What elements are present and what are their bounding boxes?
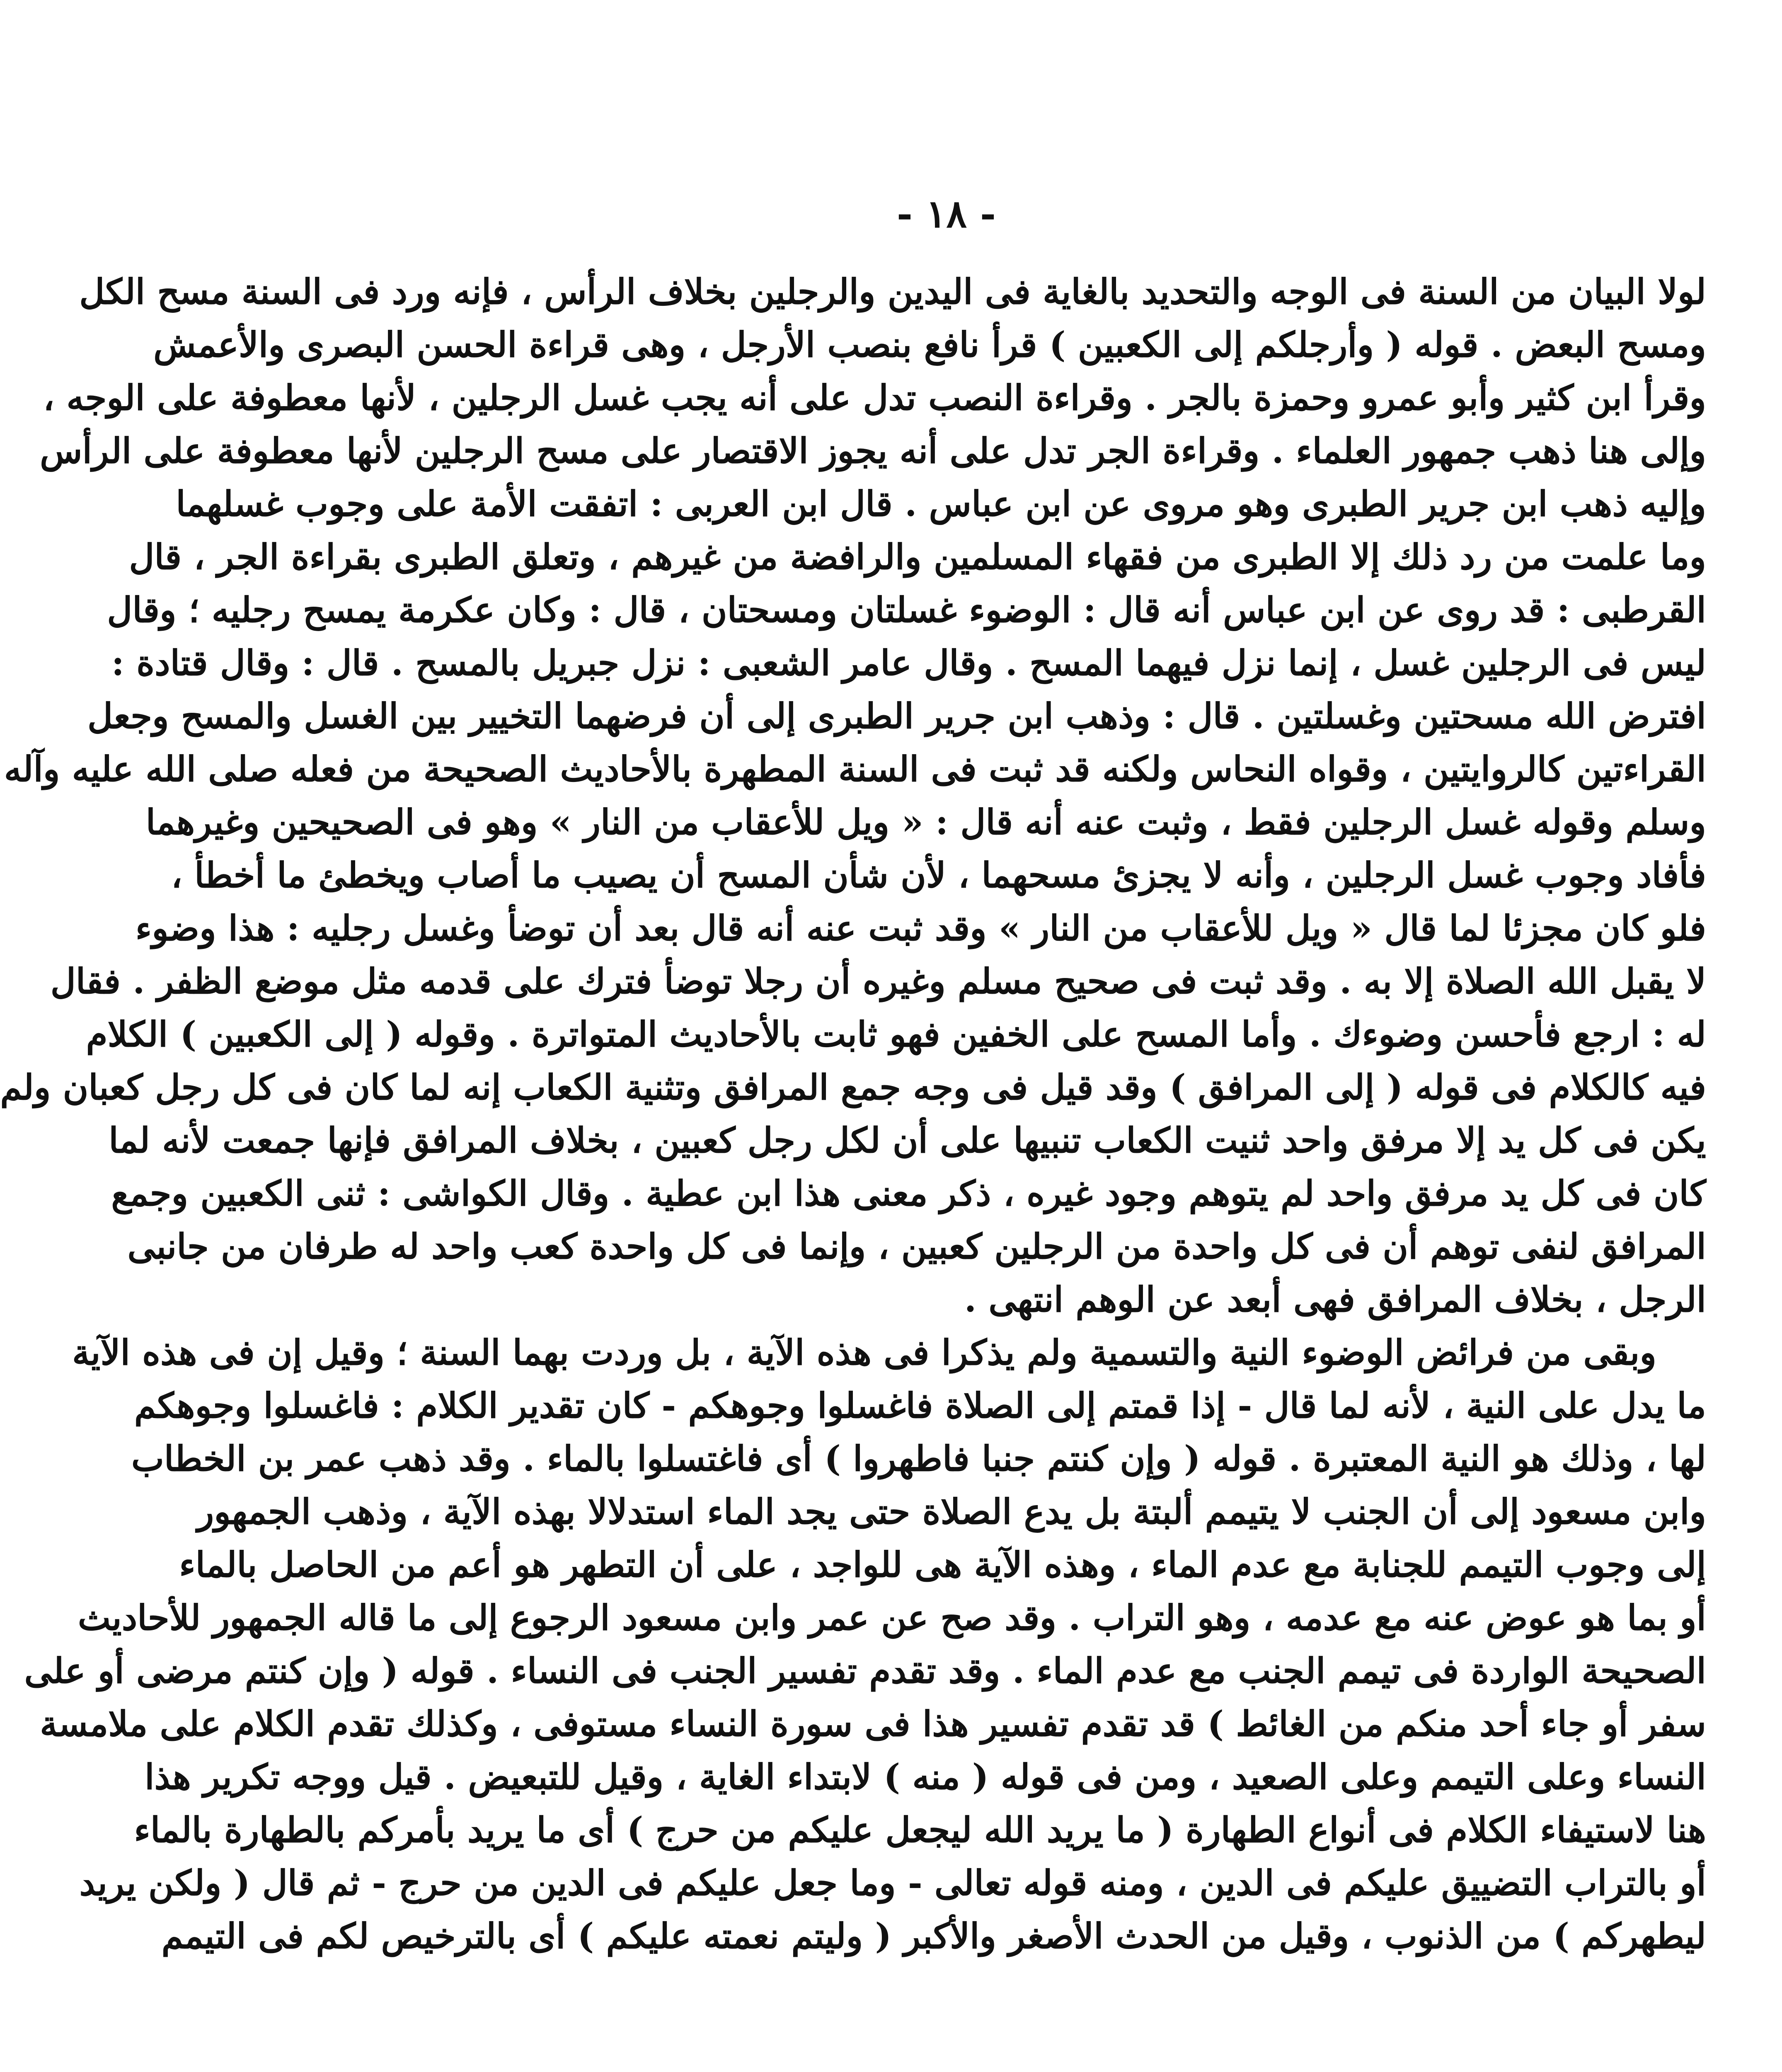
- text-line: افترض الله مسحتين وغسلتين . قال : وذهب ابن جرير الطبرى إلى أن فرضهما التخيير بين الغسل والمسح وجعل: [87, 695, 1706, 736]
- text-line: وابن مسعود إلى أن الجنب لا يتيمم ألبتة بل يدع الصلاة حتى يجد الماء استدلالا بهذه الآية ، وذهب الجمهور: [197, 1491, 1706, 1532]
- text-line: النساء وعلى التيمم وعلى الصعيد ، ومن فى قوله ( منه ) لابتداء الغاية ، وقيل للتبعيض . قيل ووجه تكرير هذا: [145, 1756, 1706, 1797]
- text-line: لا يقبل الله الصلاة إلا به . وقد ثبت فى صحيح مسلم وغيره أن رجلا توضأ فترك على قدمه مثل موضع الظفر . فقال: [50, 961, 1706, 1002]
- text-line: إلى وجوب التيمم للجنابة مع عدم الماء ، وهذه الآية هى للواجد ، على أن التطهر هو أعم من الحاصل بالماء: [179, 1544, 1706, 1585]
- text-line: الصحيحة الواردة فى تيمم الجنب مع عدم الماء . وقد تقدم تفسير الجنب فى النساء . قوله ( وإن كنتم مرضى أو على: [24, 1650, 1706, 1691]
- text-line: أو بالتراب التضييق عليكم فى الدين ، ومنه قوله تعالى - وما جعل عليكم فى الدين من حرج - ثم قال ( ولكن يريد: [79, 1862, 1706, 1903]
- paragraph-two: [24, 1326, 1706, 1963]
- paragraph-one: [0, 265, 1706, 1326]
- text-line: يكن فى كل يد إلا مرفق واحد ثنيت الكعاب تنبيها على أن لكل رجل كعبين ، بخلاف المرافق فإنها جمعت لأنه لما: [109, 1120, 1706, 1161]
- text-line: له : ارجع فأحسن وضوءك . وأما المسح على الخفين فهو ثابت بالأحاديث المتواترة . وقوله ( إلى الكعبين ) الكلام: [86, 1014, 1706, 1055]
- text-line: ما يدل على النية ، لأنه لما قال - إذا قمتم إلى الصلاة فاغسلوا وجوهكم - كان تقدير الكلام : فاغسلوا وجوهكم: [134, 1385, 1706, 1426]
- text-line: القراءتين كالروايتين ، وقواه النحاس ولكنه قد ثبت فى السنة المطهرة بالأحاديث الصحيحة من فعله صلى الله عليه وآله: [4, 748, 1706, 789]
- text-line: وإليه ذهب ابن جرير الطبرى وهو مروى عن ابن عباس . قال ابن العربى : اتفقت الأمة على وجوب غسلهما: [176, 483, 1706, 524]
- text-line: فيه كالكلام فى قوله ( إلى المرافق ) وقد قيل فى وجه جمع المرافق وتثنية الكعاب إنه لما كان فى كل رجل كعبان ولم: [0, 1067, 1706, 1108]
- text-line: ليس فى الرجلين غسل ، إنما نزل فيهما المسح . وقال عامر الشعبى : نزل جبريل بالمسح . قال : وقال قتادة :: [111, 642, 1706, 683]
- page-number: - ١٨ -: [896, 191, 996, 236]
- text-line: هنا لاستيفاء الكلام فى أنواع الطهارة ( ما يريد الله ليجعل عليكم من حرج ) أى ما يريد بأمركم بالطهارة بالماء: [134, 1809, 1706, 1850]
- text-line: المرافق لنفى توهم أن فى كل واحدة من الرجلين كعبين ، وإنما فى كل واحدة كعب واحد له طرفان من جانبى: [127, 1226, 1706, 1267]
- text-line: وما علمت من رد ذلك إلا الطبرى من فقهاء المسلمين والرافضة من غيرهم ، وتعلق الطبرى بقراءة الجر ، قال: [129, 536, 1706, 577]
- text-line: فأفاد وجوب غسل الرجلين ، وأنه لا يجزئ مسحهما ، لأن شأن المسح أن يصيب ما أصاب ويخطئ ما أخطأ ،: [171, 854, 1706, 896]
- text-line: كان فى كل يد مرفق واحد لم يتوهم وجود غيره ، ذكر معنى هذا ابن عطية . وقال الكواشى : ثنى الكعبين وجمع: [111, 1173, 1706, 1214]
- text-line: لولا البيان من السنة فى الوجه والتحديد بالغاية فى اليدين والرجلين بخلاف الرأس ، فإنه ورد فى السنة مسح الكل: [79, 271, 1706, 312]
- text-line: ومسح البعض . قوله ( وأرجلكم إلى الكعبين ) قرأ نافع بنصب الأرجل ، وهى قراءة الحسن البصرى والأعمش: [153, 324, 1706, 365]
- text-line: الرجل ، بخلاف المرافق فهى أبعد عن الوهم انتهى .: [964, 1279, 1706, 1320]
- text-line: أو بما هو عوض عنه مع عدمه ، وهو التراب . وقد صح عن عمر وابن مسعود الرجوع إلى ما قاله الجمهور للأحاديث: [77, 1597, 1706, 1638]
- text-line: وإلى هنا ذهب جمهور العلماء . وقراءة الجر تدل على أنه يجوز الاقتصار على مسح الرجلين لأنها معطوفة على الرأس: [40, 430, 1706, 471]
- text-line: لها ، وذلك هو النية المعتبرة . قوله ( وإن كنتم جنبا فاطهروا ) أى فاغتسلوا بالماء . وقد ذهب عمر بن الخطاب: [131, 1438, 1706, 1479]
- text-line: وبقى من فرائض الوضوء النية والتسمية ولم يذكرا فى هذه الآية ، بل وردت بهما السنة ؛ وقيل إن فى هذه الآية: [72, 1332, 1656, 1373]
- text-line: ليطهركم ) من الذنوب ، وقيل من الحدث الأصغر والأكبر ( وليتم نعمته عليكم ) أى بالترخيص لكم فى التيمم: [161, 1915, 1706, 1956]
- text-line: فلو كان مجزئا لما قال « ويل للأعقاب من النار » وقد ثبت عنه أنه قال بعد أن توضأ وغسل رجليه : هذا وضوء: [135, 908, 1706, 949]
- body-text: [0, 265, 1706, 1963]
- text-line: وقرأ ابن كثير وأبو عمرو وحمزة بالجر . وقراءة النصب تدل على أنه يجب غسل الرجلين ، لأنها معطوفة على الوجه ،: [43, 377, 1706, 418]
- text-line: القرطبى : قد روى عن ابن عباس أنه قال : الوضوء غسلتان ومسحتان ، قال : وكان عكرمة يمسح رجليه ؛ وقال: [107, 589, 1706, 630]
- text-line: سفر أو جاء أحد منكم من الغائط ) قد تقدم تفسير هذا فى سورة النساء مستوفى ، وكذلك تقدم الكلام على ملامسة: [40, 1703, 1706, 1744]
- text-line: وسلم وقوله غسل الرجلين فقط ، وثبت عنه أنه قال : « ويل للأعقاب من النار » وهو فى الصحيحين وغيرهما: [145, 801, 1706, 842]
